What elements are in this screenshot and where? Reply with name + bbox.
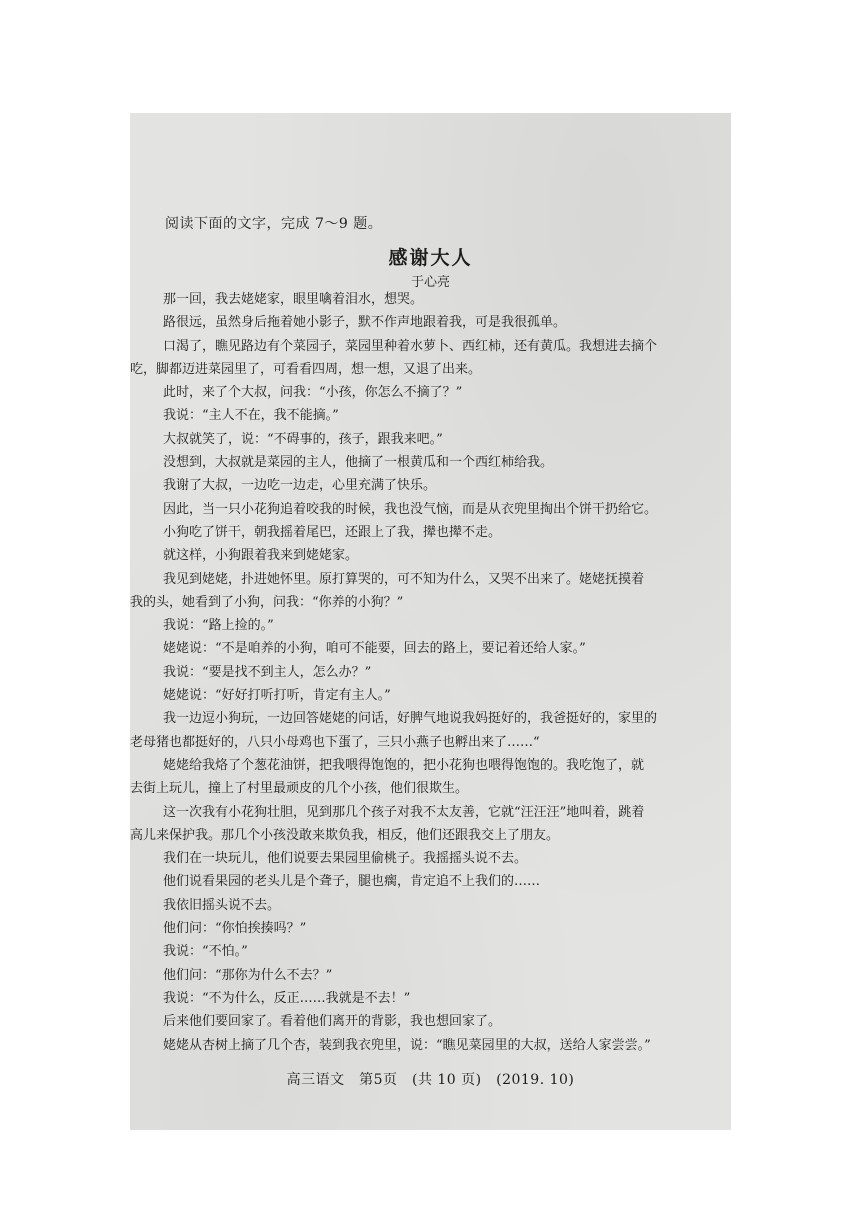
paragraph xyxy=(130,381,731,404)
paragraph-line: 路很远，虽然身后拖着她小影子，默不作声地跟着我，可是我很孤单。 xyxy=(163,315,567,331)
paragraph xyxy=(130,1034,731,1057)
paragraph xyxy=(130,614,731,637)
paragraph xyxy=(130,311,731,334)
paragraph-line: 我见到姥姥，扑进她怀里。原打算哭的，可不知为什么，又哭不出来了。姥姥抚摸着 xyxy=(163,571,645,587)
paragraph-line: 我说：“不为什么，反正……我就是不去！” xyxy=(163,990,411,1006)
paragraph-line: 口渴了，瞧见路边有个菜园子，菜园里种着水萝卜、西红柿，还有黄瓜。我想进去摘个 xyxy=(163,338,658,354)
paragraph-line: 就这样，小狗跟着我来到姥姥家。 xyxy=(163,548,359,564)
paragraph xyxy=(130,568,731,615)
paragraph xyxy=(130,917,731,940)
paragraph xyxy=(130,335,731,382)
paragraph xyxy=(130,288,731,311)
paragraph xyxy=(130,801,731,848)
paragraph-line: 后来他们要回家了。看着他们离开的背影，我也想回家了。 xyxy=(163,1014,502,1030)
paragraph-line-continued: 吃，脚都迈进菜园里了，可看看四周，想一想，又退了出来。 xyxy=(130,361,482,377)
paragraph-line: 因此，当一只小花狗追着咬我的时候，我也没气恼，而是从衣兜里掏出个饼干扔给它。 xyxy=(163,501,658,517)
paragraph xyxy=(130,498,731,521)
paragraph-line: 我说：“要是找不到主人，怎么办？” xyxy=(163,664,372,680)
paragraph-line: 大叔就笑了，说：“不碍事的，孩子，跟我来吧。” xyxy=(163,431,443,447)
paragraph-line: 姥姥说：“不是咱养的小狗，咱可不能要，回去的路上，要记着还给人家。” xyxy=(163,641,586,657)
paragraph xyxy=(130,637,731,660)
paragraph-line-continued: 我的头，她看到了小狗，问我：“你养的小狗？” xyxy=(130,594,404,610)
paragraph xyxy=(130,428,731,451)
paragraph-line: 我谢了大叔，一边吃一边走，心里充满了快乐。 xyxy=(163,478,437,494)
page-footer: 高三语文 第5页 (共 10 页) (2019. 10) xyxy=(286,1072,575,1088)
paragraph-line: 没想到，大叔就是菜园的主人，他摘了一根黄瓜和一个西红柿给我。 xyxy=(163,455,554,471)
paragraph xyxy=(130,707,731,754)
paragraph-line: 他们说看果园的老头儿是个聋子，腿也瘸，肯定追不上我们的…… xyxy=(163,874,541,890)
paragraph xyxy=(130,451,731,474)
paragraph xyxy=(130,521,731,544)
paragraph xyxy=(130,754,731,801)
paragraph-line: 我依旧摇头说不去。 xyxy=(163,897,281,913)
paragraph-line-continued: 去街上玩儿，撞上了村里最顽皮的几个小孩，他们很欺生。 xyxy=(130,781,469,797)
paragraph xyxy=(130,661,731,684)
article-body xyxy=(130,288,731,1057)
paragraph xyxy=(130,987,731,1010)
paragraph-line: 他们问：“你怕挨揍吗？” xyxy=(163,921,307,937)
paragraph xyxy=(130,404,731,427)
paragraph-line: 我说：“路上捡的。” xyxy=(163,618,274,634)
paragraph-line: 我们在一块玩儿，他们说要去果园里偷桃子。我摇摇头说不去。 xyxy=(163,851,528,867)
paragraph xyxy=(130,1010,731,1033)
paragraph xyxy=(130,870,731,893)
paragraph-line: 我一边逗小狗玩，一边回答姥姥的问话，好脾气地说我妈挺好的，我爸挺好的，家里的 xyxy=(163,711,658,727)
reading-instruction: 阅读下面的文字，完成 7～9 题。 xyxy=(165,216,383,232)
article-author: 于心亮 xyxy=(410,275,450,290)
paragraph xyxy=(130,940,731,963)
paragraph-line: 那一回，我去姥姥家，眼里噙着泪水，想哭。 xyxy=(163,292,424,307)
paragraph-line: 此时，来了个大叔，问我：“小孩，你怎么不摘了？” xyxy=(163,385,463,401)
paragraph-line: 姥姥从杏树上摘了几个杏，装到我衣兜里，说：“瞧见菜园里的大叔，送给人家尝尝。” xyxy=(163,1037,651,1053)
paragraph-line: 我说：“不怕。” xyxy=(163,944,248,960)
paragraph-line: 姥姥给我烙了个葱花油饼，把我喂得饱饱的，把小花狗也喂得饱饱的。我吃饱了，就 xyxy=(163,757,645,773)
paragraph-line-continued: 老母猪也都挺好的，八只小母鸡也下蛋了，三只小燕子也孵出来了……“ xyxy=(130,734,540,750)
paragraph xyxy=(130,474,731,497)
paragraph xyxy=(130,964,731,987)
article-title: 感谢大人 xyxy=(388,247,473,269)
paragraph-line: 这一次我有小花狗壮胆，见到那几个孩子对我不太友善，它就“汪汪汪”地叫着，跳着 xyxy=(163,804,645,820)
paragraph xyxy=(130,847,731,870)
paragraph-line: 我说：“主人不在，我不能摘。” xyxy=(163,408,339,424)
paragraph xyxy=(130,684,731,707)
paragraph-line: 小狗吃了饼干，朝我摇着尾巴，还跟上了我，撵也撵不走。 xyxy=(163,524,502,540)
paragraph xyxy=(130,894,731,917)
paragraph-line: 他们问：“那你为什么不去？” xyxy=(163,967,333,983)
paragraph-line-continued: 高儿来保护我。那几个小孩没敢来欺负我，相反，他们还跟我交上了朋友。 xyxy=(130,827,560,843)
paragraph xyxy=(130,544,731,567)
paragraph-line: 姥姥说：“好好打听打听，肯定有主人。” xyxy=(163,688,391,704)
